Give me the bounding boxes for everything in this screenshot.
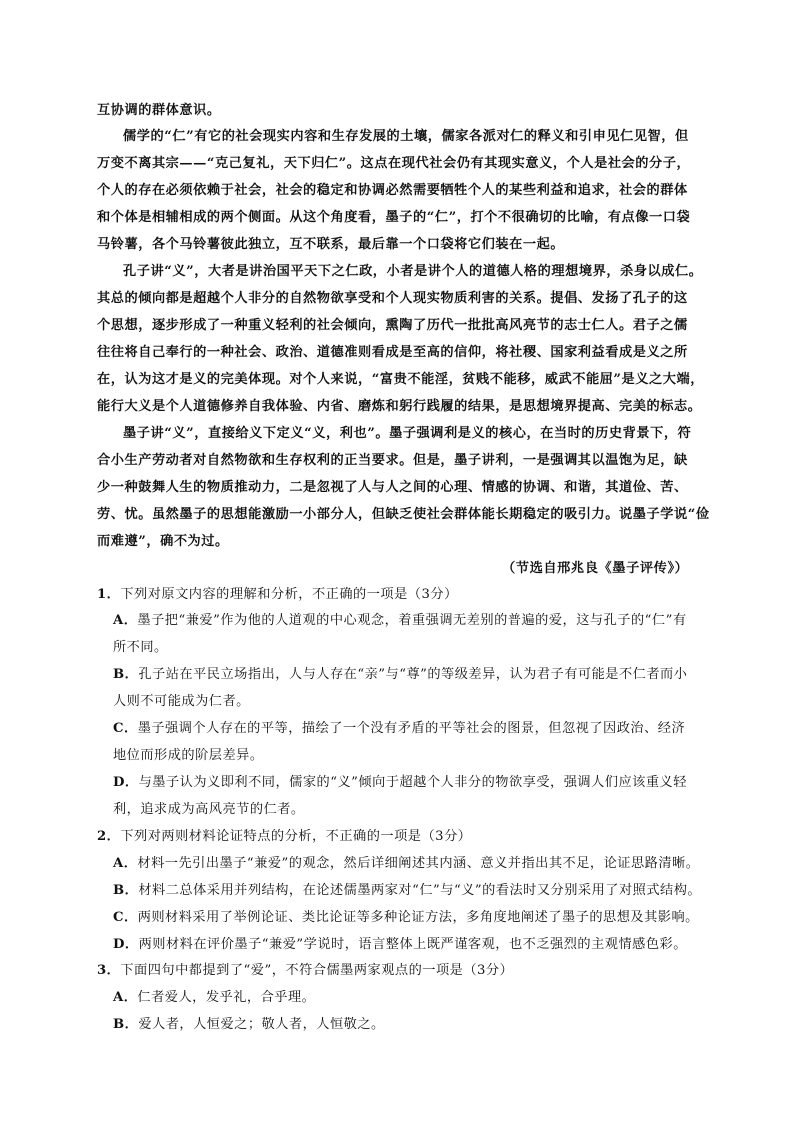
passage-line: 个思想，逐步形成了一种重义轻利的社会倾向，熏陶了历代一批批高风亮节的志士仁人。君子之儒 [97, 318, 688, 333]
question-1-option-c [113, 717, 685, 736]
passage-line: 能行大义是个人道德修养自我体验、内省、磨炼和躬行践履的结果，是思想境界提高、完美的标志。 [97, 399, 702, 414]
question-text: 下列对两则材料论证特点的分析，不正确的一项是（3分） [120, 829, 472, 844]
passage-line: 而难遵”，确不为过。 [97, 534, 229, 549]
question-1-option-a [113, 609, 687, 628]
option-label: B． [113, 883, 139, 898]
question-2-option-d [113, 933, 687, 952]
option-text: 孔子站在平民立场指出，人与人存在“亲”与“尊”的等级差异，认为君子有可能是不仁者而小 [138, 667, 688, 682]
option-text: 爱人者，人恒爱之；敬人者，人恒敬之。 [138, 1017, 385, 1032]
question-3-option-b [113, 1013, 385, 1032]
passage-line: 互协调的群体意识。 [97, 103, 221, 118]
passage-line: 万变不离其宗——“克己复礼，天下归仁”。这点在现代社会仍有其现实意义，个人是社会的分子， [97, 156, 691, 171]
option-label: B． [113, 1017, 139, 1032]
question-2-option-a [113, 852, 699, 871]
option-text: 两则材料采用了举例论证、类比论证等多种论证方法，多角度地阐述了墨子的思想及其影响。 [137, 910, 699, 925]
question-number: 1． [97, 587, 121, 602]
option-continuation: 地位而形成的阶层差异。 [113, 748, 264, 763]
option-text: 墨子强调个人存在的平等，描绘了一个没有矛盾的平等社会的图景，但忽视了因政治、经济 [137, 721, 686, 736]
question-number: 3． [97, 963, 121, 978]
option-label: C． [113, 721, 138, 736]
option-continuation: 利，追求成为高风亮节的仁者。 [113, 802, 305, 817]
passage-line: 儒学的“仁”有它的社会现实内容和生存发展的土壤，儒家各派对仁的释义和引申见仁见智，但 [123, 129, 689, 144]
question-1-option-b [113, 663, 687, 682]
passage-line: 和个体是相辅相成的两个侧面。从这个角度看，墨子的“仁”，打个不很确切的比喻，有点像一口袋 [97, 210, 691, 225]
question-1-option-d [113, 771, 687, 790]
passage-source: （节选自邢兆良《墨子评传》） [502, 561, 689, 576]
option-text: 两则材料在评价墨子“兼爱”学说时，语言整体上既严谨客观，也不乏强烈的主观情感色彩。 [138, 937, 687, 952]
question-1-stem [97, 583, 458, 602]
option-label: D． [113, 937, 139, 952]
option-continuation: 人则不可能成为仁者。 [113, 694, 250, 709]
question-2-stem [97, 825, 471, 844]
passage-line: 劳、忧。虽然墨子的思想能激励一小部分人，但缺乏使社会群体能长期稳定的吸引力。说墨子学说“俭 [97, 507, 710, 522]
option-label: B． [113, 667, 139, 682]
passage-line: 合小生产劳动者对自然物欲和生存权利的正当要求。但是，墨子讲利，一是强调其以温饱为足，缺 [97, 453, 688, 468]
passage-line: 个人的存在必须依赖于社会，社会的稳定和协调必然需要牺牲个人的某些利益和追求，社会的群体 [97, 183, 688, 198]
option-text: 与墨子认为义即利不同，儒家的“义”倾向于超越个人非分的物欲享受，强调人们应该重义轻 [138, 775, 687, 790]
option-label: A． [113, 613, 138, 628]
option-text: 仁者爱人，发乎礼，合乎理。 [137, 990, 316, 1005]
question-3-stem [97, 959, 513, 978]
option-label: C． [113, 910, 138, 925]
passage-line: 其总的倾向都是超越个人非分的自然物欲享受和个人现实物质利害的关系。提倡、发扬了孔子的这 [97, 291, 688, 306]
passage-line: 往往将自己奉行的一种社会、政治、道德准则看成是至高的信仰，将社稷、国家利益看成是义之所 [97, 345, 688, 360]
question-2-option-b [113, 879, 701, 898]
question-text: 下列对原文内容的理解和分析，不正确的一项是（3分） [120, 587, 458, 602]
option-label: A． [113, 856, 138, 871]
passage-line: 在，认为这才是义的完美体现。对个人来说，“富贵不能淫，贫贱不能移，威武不能屈”是义之大端， [97, 372, 704, 387]
passage-line: 墨子讲“义”，直接给义下定义“义，利也”。墨子强调利是义的核心，在当时的历史背景下，符 [123, 426, 692, 441]
question-2-option-c [113, 906, 699, 925]
question-3-option-a [113, 986, 315, 1005]
passage-line: 孔子讲“义”，大者是讲治国平天下之仁政，小者是讲个人的道德人格的理想境界，杀身以成仁。 [123, 264, 703, 279]
option-text: 材料二总体采用并列结构，在论述儒墨两家对“仁”与“义”的看法时又分别采用了对照式结构。 [138, 883, 702, 898]
option-text: 墨子把“兼爱”作为他的人道观的中心观念，着重强调无差别的普遍的爱，这与孔子的“仁”有 [137, 613, 687, 628]
question-text: 下面四句中都提到了“爱”，不符合儒墨两家观点的一项是（3分） [120, 963, 514, 978]
option-label: A． [113, 990, 138, 1005]
option-label: D． [113, 775, 139, 790]
passage-line: 马铃薯，各个马铃薯彼此独立，互不联系，最后靠一个口袋将它们装在一起。 [97, 237, 565, 252]
passage-line: 少一种鼓舞人生的物质推动力，二是忽视了人与人之间的心理、情感的协调、和谐，其道俭、苦、 [97, 480, 688, 495]
question-number: 2． [97, 829, 121, 844]
option-text: 材料一先引出墨子“兼爱”的观念，然后详细阐述其内涵、意义并指出其不足，论证思路清晰。 [137, 856, 700, 871]
option-continuation: 所不同。 [113, 640, 168, 655]
